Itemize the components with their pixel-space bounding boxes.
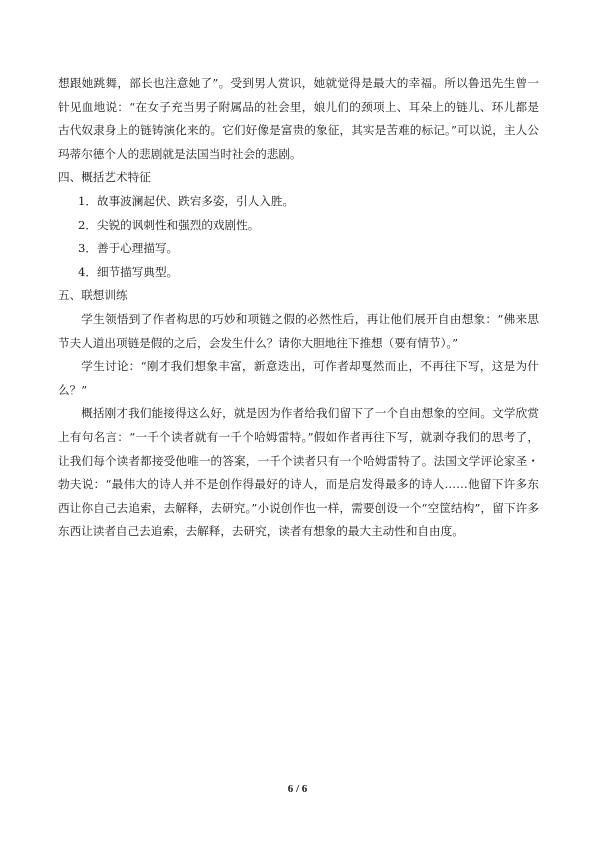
continuation-paragraph: 想跟她跳舞，部长也注意她了”。受到男人赏识，她就觉得是最大的幸福。所以鲁迅先生曾一针见血地说：“在女子充当男子附属品的社会里，娘儿们的颈项上、耳朵上的链儿、环儿都是古代奴隶身上的链铸演化来的。它们好像是富贵的象征，其实是苦难的标记。”可以说，主人公玛蒂尔德个人的悲剧就是法国当时社会的悲剧。 bbox=[58, 76, 539, 161]
page-number: 6 / 6 bbox=[287, 783, 308, 795]
section-heading-art-features: 四、概括艺术特征 bbox=[58, 170, 151, 185]
paragraph: 概括刚才我们能接得这么好，就是因为作者给我们留下了一个自由想象的空间。文学欣赏上有句名言：“一千个读者就有一千个哈姆雷特。”假如作者再往下写，就剥夺我们的思考了，让我们每个读者都接受他唯一的答案，一千个读者只有一个哈姆雷特了。法国文学评论家圣・勃夫说：“最伟大的诗人并不是创作得最好的诗人，而是启发得最多的诗人……他留下许多东西让你自己去追索，去解释，去研究。”小说创作也一样，需要创设一个“空筐结构”，留下许多东西让读者自己去追索，去解释，去研究，读者有想象的最大主动性和自由度。 bbox=[58, 406, 539, 539]
document-body bbox=[58, 72, 539, 544]
paragraph: 学生讨论：“刚才我们想象丰富，新意迭出，可作者却戛然而止，不再往下写，这是为什么？” bbox=[58, 359, 539, 397]
section-heading-association-training: 五、联想训练 bbox=[58, 288, 128, 303]
list-item: 3．善于心理描写。 bbox=[78, 241, 179, 256]
list-item: 1．故事波澜起伏、跌宕多姿，引人入胜。 bbox=[78, 193, 295, 208]
list-item: 2．尖锐的讽刺性和强烈的戏剧性。 bbox=[78, 217, 260, 232]
list-item: 4．细节描写典型。 bbox=[78, 264, 179, 279]
paragraph: 学生领悟到了作者构思的巧妙和项链之假的必然性后，再让他们展开自由想象：“佛来思节夫人道出项链是假的之后，会发生什么？请你大胆地往下推想（要有情节）。” bbox=[58, 311, 539, 350]
